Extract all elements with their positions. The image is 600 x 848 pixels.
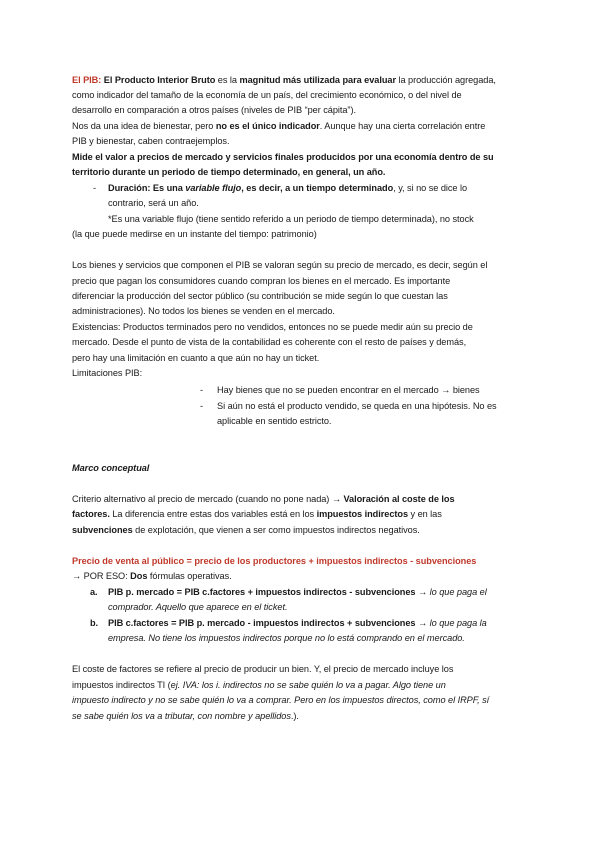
criterion-line-3: [72, 524, 420, 536]
section-title: Marco conceptual: [72, 463, 150, 473]
pib-term: El PIB:: [72, 75, 102, 85]
factor-cost-line-4: [72, 710, 299, 722]
goods-line-1: Los bienes y servicios que componen el PIB se valoran según su precio de mercado, es decir, según el: [72, 260, 488, 270]
text-span: →: [415, 618, 430, 628]
duration-note-line-2: (la que puede medirse en un instante del tiempo: patrimonio): [72, 229, 317, 239]
text-span: → POR ESO:: [72, 571, 131, 581]
text-span: →: [415, 587, 430, 597]
retail-price-formula: Precio de venta al público = precio de los productores + impuestos indirectos - subvenciones: [72, 556, 477, 566]
formula-a-italic: lo que paga el: [429, 587, 487, 597]
subsidies-bold: subvenciones: [72, 525, 133, 535]
text-span: la producción agregada,: [395, 75, 496, 85]
irpf-italic: se sabe quién los va a tributar, con nombre y apellidos: [72, 711, 291, 721]
formula-a-bold: PIB p. mercado = PIB c.factores + impuestos indirectos - subvenciones: [108, 587, 416, 597]
bullet-dash: -: [93, 183, 97, 193]
pib-intro-line-3: desarrollo en comparación a otros países (niveles de PIB “per cápita”).: [72, 105, 356, 115]
text-span: .).: [290, 711, 299, 721]
stocks-line-1: Existencias: Productos terminados pero no vendidos, entonces no se puede medir aún su precio de: [72, 322, 473, 332]
formula-a-line-1: [108, 586, 487, 598]
text-span: y en las: [408, 509, 442, 519]
list-label-b: b.: [90, 618, 99, 628]
duration-label: Duración: Es una: [108, 183, 186, 193]
duration-bold: , es decir, a un tiempo determinado: [241, 183, 394, 193]
goods-line-2: precio que pagan los consumidores cuando compran los bienes en el mercado. Es importante: [72, 276, 451, 286]
goods-line-3: diferenciar la producción del sector público (su contribución se mide según lo que cuestan las: [72, 291, 448, 301]
goods-line-4: administraciones). No todos los bienes se venden en el mercado.: [72, 306, 335, 316]
limitations-heading: Limitaciones PIB:: [72, 368, 143, 378]
pib-intro-line-1: [72, 74, 496, 86]
factors-bold: factores.: [72, 509, 110, 519]
duration-note-line: *Es una variable flujo (tiene sentido referido a un periodo de tiempo determinada), no stock: [108, 214, 474, 224]
text-span: Nos da una idea de bienestar, pero: [72, 121, 216, 131]
stocks-line-2: mercado. Desde el punto de vista de la contabilidad es coherente con el resto de países y demás,: [72, 337, 467, 347]
measure-line-1: Mide el valor a precios de mercado y servicios finales producidos por una economía dentro de su: [72, 152, 494, 162]
formula-b-bold: PIB c.factores = PIB p. mercado - impuestos indirectos + subvenciones: [108, 618, 416, 628]
magnitude-bold: magnitud más utilizada para evaluar: [239, 75, 396, 85]
pib-intro-line-2: como indicador del tamaño de la economía de un país, del crecimiento económico, o del nivel de: [72, 90, 462, 100]
text-span: de explotación, que vienen a ser como impuestos indirectos negativos.: [132, 525, 420, 535]
duration-line-1: [108, 182, 467, 194]
text-span: , y, si no se dice lo: [393, 183, 468, 193]
criterion-line-1: [72, 493, 455, 505]
not-only-indicator-bold: no es el único indicador: [215, 121, 320, 131]
limitation-item-2: Si aún no está el producto vendido, se queda en una hipótesis. No es: [217, 401, 497, 411]
duration-line-2: contrario, será un año.: [108, 198, 199, 208]
bullet-dash: -: [200, 401, 204, 411]
text-span: es la: [215, 75, 240, 85]
formula-a-line-2: comprador. Aquello que aparece en el ticket.: [108, 602, 288, 612]
pib-definition-bold: El Producto Interior Bruto: [101, 75, 216, 85]
indirect-taxes-bold: impuestos indirectos: [316, 509, 409, 519]
factor-cost-line-1: El coste de factores se refiere al precio de producir un bien. Y, el precio de mercado incluye los: [72, 664, 454, 674]
limitation-item-1: Hay bienes que no se pueden encontrar en el mercado → bienes: [217, 385, 480, 395]
wellbeing-line-2: PIB y bienestar, caben contraejemplos.: [72, 136, 230, 146]
factor-cost-line-2: [72, 679, 446, 691]
formula-b-line-2: empresa. No tiene los impuestos indirectos porque no lo está comprando en el mercado.: [108, 633, 465, 643]
measure-line-2: territorio durante un periodo de tiempo determinado, en general, un año.: [72, 167, 386, 177]
text-span: . Aunque hay una cierta correlación entre: [319, 121, 486, 131]
factor-cost-bold: Valoración al coste de los: [343, 494, 455, 504]
wellbeing-line-1: [72, 120, 485, 132]
text-span: fórmulas operativas.: [147, 571, 232, 581]
formulas-intro: [72, 570, 232, 582]
stocks-line-3: pero hay una limitación en cuanto a que aún no hay un ticket.: [72, 353, 320, 363]
two-bold: Dos: [130, 571, 148, 581]
factor-cost-line-3: impuesto indirecto y no se sabe quién lo va a comprar. Pero en los impuestos directos, como el IRPF, sí: [72, 695, 490, 705]
criterion-line-2: [72, 508, 442, 520]
text-span: impuestos indirectos TI (: [72, 680, 171, 690]
flow-variable-term: variable flujo: [185, 183, 242, 193]
limitation-item-2-cont: aplicable en sentido estricto.: [217, 416, 332, 426]
bullet-dash: -: [200, 385, 204, 395]
vat-example-italic: ej. IVA: los i. indirectos no se sabe quién lo va a pagar. Algo tiene un: [170, 680, 446, 690]
formula-b-line-1: [108, 617, 487, 629]
list-label-a: a.: [90, 587, 98, 597]
text-span: La diferencia entre estas dos variables está en los: [109, 509, 317, 519]
formula-b-italic: lo que paga la: [429, 618, 487, 628]
text-span: Criterio alternativo al precio de mercado (cuando no pone nada) →: [72, 494, 344, 504]
